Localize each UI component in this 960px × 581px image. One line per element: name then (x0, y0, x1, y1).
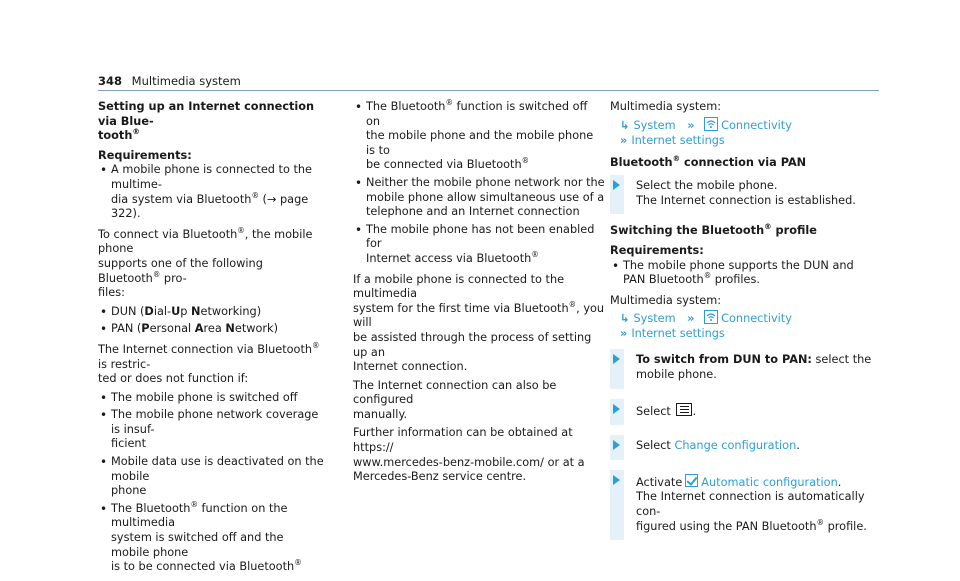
double-chevron-icon: » (620, 133, 628, 147)
section-title: Multimedia system (131, 74, 241, 88)
double-chevron-icon: » (687, 312, 695, 326)
list-item: • Mobile data use is deactivated on the mobile phone (98, 455, 324, 499)
menu-path (610, 310, 880, 341)
change-configuration-option[interactable]: Change configuration (674, 439, 797, 453)
section-heading-internet-bluetooth: Setting up an Internet connection via Blue- tooth® (98, 100, 315, 143)
arrow-return-icon: ↳ (620, 118, 630, 132)
paragraph: If a mobile phone is connected to the multimedia system for the first time via Bluetooth®, you will be assisted through the process of setting up an Internet connection. (353, 272, 605, 374)
multimedia-system-label: Multimedia system: (610, 293, 722, 307)
nav-internet-settings-link[interactable]: Internet settings (631, 327, 725, 341)
nav-system-link[interactable]: System (633, 118, 676, 132)
list-item: • The Bluetooth® function on the multimedia system is switched off and the mobile phone is to be connected via Bluetooth® (98, 502, 324, 575)
checkbox-checked-icon[interactable] (685, 474, 698, 487)
step-select-phone: Select the mobile phone. The Internet connection is established. (610, 175, 880, 214)
column-2 (353, 100, 605, 489)
multimedia-system-label: Multimedia system: (610, 100, 722, 113)
step-switch-dun-pan: To switch from DUN to PAN: select the mobile phone. (610, 349, 880, 388)
menu-path (610, 117, 880, 148)
list-item: • The mobile phone supports the DUN and PAN Bluetooth® profiles. (610, 259, 880, 288)
paragraph: The Internet connection via Bluetooth® is restric- ted or does not function if: (98, 341, 320, 386)
paragraph: To connect via Bluetooth®, the mobile phone supports one of the following Bluetooth® pro- files: (98, 225, 313, 300)
heading-bluetooth-pan: Bluetooth® connection via PAN (610, 153, 807, 169)
list-item: • PAN (Personal Area Network) (98, 322, 324, 337)
nav-connectivity-link[interactable]: Connectivity (721, 118, 792, 132)
profile-list (98, 305, 324, 337)
heading-switch-profile: Switching the Bluetooth® profile (610, 222, 817, 238)
step-triangle-icon (613, 475, 620, 485)
double-chevron-icon: » (620, 327, 628, 341)
step-triangle-icon (613, 404, 620, 414)
page-header (98, 74, 241, 88)
nav-internet-settings-link[interactable]: Internet settings (631, 133, 725, 147)
list-item: • The mobile phone has not been enabled for Internet access via Bluetooth® (353, 223, 605, 267)
step-change-config: Select Change configuration. (610, 435, 880, 460)
conditions-list (98, 391, 324, 575)
double-chevron-icon: » (687, 118, 695, 132)
column-3 (610, 100, 880, 550)
requirements-label: Requirements: (610, 243, 704, 257)
page-reference-link[interactable]: (→ page 322). (111, 192, 309, 221)
requirements-list (98, 163, 324, 221)
requirements-list (610, 259, 880, 288)
conditions-list-continued (353, 100, 605, 267)
arrow-return-icon: ↳ (620, 312, 630, 326)
step-triangle-icon (613, 180, 620, 190)
nav-connectivity-link[interactable]: Connectivity (721, 312, 792, 326)
menu-icon[interactable] (676, 403, 692, 416)
list-item: • A mobile phone is connected to the multime- dia system via Bluetooth® (→ page 322). (98, 163, 324, 221)
wifi-icon (704, 310, 718, 324)
list-item: • DUN (Dial-Up Networking) (98, 305, 324, 320)
paragraph: The Internet connection can also be configured manually. (353, 378, 557, 421)
nav-system-link[interactable]: System (633, 312, 676, 326)
step-activate-auto-config: Activate Automatic configuration. The Internet connection is automatically con- figured using the PAN Bluetooth® profile. (610, 470, 880, 540)
paragraph: Further information can be obtained at https:// www.mercedes-benz-mobile.com/ or at a Mercedes-Benz service centre. (353, 426, 585, 484)
page-number: 348 (98, 74, 123, 88)
header-rule (98, 90, 879, 91)
column-1 (98, 100, 324, 581)
list-item: • The mobile phone network coverage is insuf- ficient (98, 408, 324, 452)
requirements-label: Requirements: (98, 148, 192, 162)
step-triangle-icon (613, 440, 620, 450)
list-item: • Neither the mobile phone network nor the mobile phone allow simultaneous use of a telephone and an Internet connection (353, 176, 605, 220)
step-select-menu: Select . (610, 399, 880, 426)
wifi-icon (704, 117, 718, 131)
automatic-configuration-option[interactable]: Automatic configuration (701, 475, 838, 489)
list-item: • The Bluetooth® function is switched off on the mobile phone and the mobile phone is to be connected via Bluetooth® (353, 100, 605, 173)
list-item: • The mobile phone is switched off (98, 391, 324, 406)
step-triangle-icon (613, 354, 620, 364)
